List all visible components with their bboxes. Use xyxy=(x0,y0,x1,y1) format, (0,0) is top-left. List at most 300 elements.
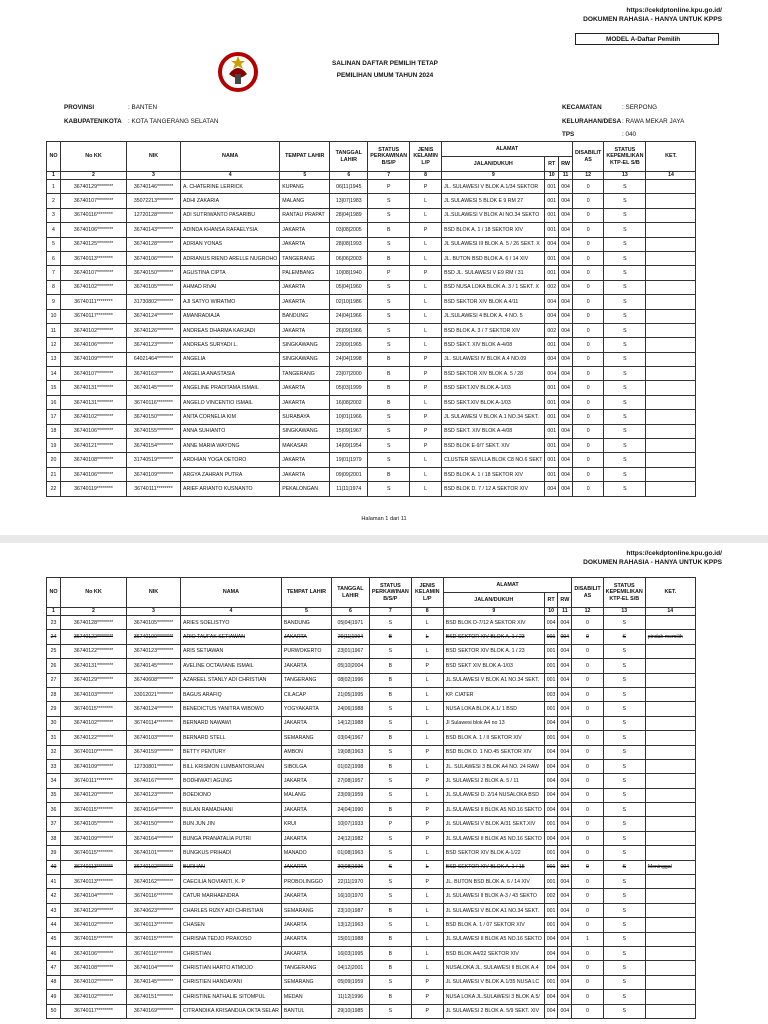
cell-no: 11 xyxy=(47,323,61,337)
cell-tempat: BANDUNG xyxy=(280,309,330,323)
cell-no: 47 xyxy=(47,961,61,975)
cell-jk: P xyxy=(410,424,442,438)
cell-jk: P xyxy=(411,975,443,989)
cell-rt: 001 xyxy=(544,975,558,989)
cell-jalan: BSD SEKT. XIV BLOK A-4/08 xyxy=(442,424,545,438)
cell-rt: 004 xyxy=(544,1004,558,1018)
cell-ket xyxy=(646,439,696,453)
cell-nik: 36740101******** xyxy=(127,846,181,860)
cell-nik: 35072213******** xyxy=(127,194,181,208)
cell-nama: ARIES SOELISTYO xyxy=(181,616,282,630)
cell-rt: 004 xyxy=(544,961,558,975)
cell-ktp: S xyxy=(603,918,645,932)
voter-row xyxy=(47,180,696,194)
cell-kk: 36740122******** xyxy=(61,731,127,745)
cell-rw: 004 xyxy=(559,338,573,352)
cell-rw: 004 xyxy=(559,180,573,194)
cell-kk: 36740129******** xyxy=(61,673,127,687)
cell-nama: CHRISTIAN xyxy=(181,946,282,960)
source-url[interactable]: https://cekdptonline.kpu.go.id/ xyxy=(626,550,722,557)
cell-nama: ADI SUTRIWANTO PASARIBU xyxy=(181,208,280,222)
column-number: 11 xyxy=(559,172,573,180)
cell-ket xyxy=(646,367,696,381)
col-header-ktp-el: STATUS KEPEMILIKAN KTP-EL S/B xyxy=(604,142,646,172)
cell-rw: 004 xyxy=(559,223,573,237)
cell-dis: 0 xyxy=(572,946,603,960)
cell-status: B xyxy=(368,381,410,395)
cell-tgl: 15|09|1967 xyxy=(330,424,368,438)
cell-jk: L xyxy=(410,208,442,222)
voter-row xyxy=(47,410,696,424)
cell-jalan: BSD SEKT. XIV BLOK A-4/08 xyxy=(442,338,545,352)
cell-dis: 0 xyxy=(572,803,603,817)
column-number: 3 xyxy=(127,608,181,616)
col-header-kk: No KK xyxy=(61,578,127,608)
cell-nik: 36740123******** xyxy=(127,644,181,658)
cell-status: B xyxy=(369,630,411,644)
cell-tempat: RANTAU PRAPAT xyxy=(280,208,330,222)
cell-ket xyxy=(645,731,695,745)
cell-rw: 004 xyxy=(558,803,572,817)
cell-nik: 36740169******** xyxy=(127,1004,181,1018)
cell-no: 25 xyxy=(47,644,61,658)
cell-tempat: SURABAYA xyxy=(280,410,330,424)
cell-no: 9 xyxy=(47,295,61,309)
cell-no: 22 xyxy=(47,482,61,496)
column-number: 8 xyxy=(410,172,442,180)
cell-nama: ANGELIA ANASTASIA xyxy=(181,367,280,381)
column-number: 14 xyxy=(646,172,696,180)
cell-nama: BERNARD NAWAWI xyxy=(181,716,282,730)
cell-jk: P xyxy=(410,367,442,381)
cell-ket xyxy=(645,990,695,1004)
kelurahan-label: KELURAHAN/DESA xyxy=(562,118,622,125)
cell-rt: 001 xyxy=(545,251,559,265)
cell-no: 44 xyxy=(47,918,61,932)
cell-nik: 36740167******** xyxy=(127,774,181,788)
column-number: 3 xyxy=(127,172,181,180)
cell-no: 26 xyxy=(47,659,61,673)
cell-tempat: JAKARTA xyxy=(280,395,330,409)
cell-jalan: BSD SEKTOR XIV BLOK A. 5 / 28 xyxy=(442,367,545,381)
cell-dis: 0 xyxy=(572,774,603,788)
tps-value: : 040 xyxy=(622,131,637,138)
cell-status: S xyxy=(369,788,411,802)
cell-dis: 0 xyxy=(572,482,603,496)
cell-jk: P xyxy=(410,266,442,280)
cell-nik: 36740102******** xyxy=(127,860,181,874)
cell-kk: 36740102******** xyxy=(61,410,127,424)
cell-rw: 004 xyxy=(558,616,572,630)
kabupaten-value: : KOTA TANGERANG SELATAN xyxy=(128,118,219,125)
voter-row xyxy=(47,208,696,222)
cell-no: 4 xyxy=(47,223,61,237)
cell-tempat: MEDAN xyxy=(281,990,331,1004)
cell-jalan: BSD SEKT.XIV BLOK A-1/03 xyxy=(442,381,545,395)
column-number-row xyxy=(47,608,696,616)
voter-row xyxy=(47,716,696,730)
cell-no: 46 xyxy=(47,946,61,960)
cell-no: 39 xyxy=(47,846,61,860)
cell-tempat: SEMARANG xyxy=(281,731,331,745)
cell-nama: ARGYA ZAHRAN PUTRA xyxy=(181,467,280,481)
cell-dis: 0 xyxy=(572,381,603,395)
cell-jk: P xyxy=(411,990,443,1004)
cell-tempat: JAKARTA xyxy=(281,803,331,817)
cell-rt: 001 xyxy=(544,630,558,644)
cell-nik: 12720128******** xyxy=(127,208,181,222)
cell-no: 42 xyxy=(47,889,61,903)
voter-row xyxy=(47,338,696,352)
cell-kk: 36740110******** xyxy=(61,745,127,759)
voter-row xyxy=(47,745,696,759)
cell-dis: 0 xyxy=(572,889,603,903)
cell-dis: 0 xyxy=(572,424,603,438)
cell-kk: 36740106******** xyxy=(61,946,127,960)
cell-ktp: S xyxy=(603,990,645,1004)
cell-tempat: JAKARTA xyxy=(281,860,331,874)
cell-nama: BUNGA PRANATALIA PUTRI xyxy=(181,831,282,845)
cell-ket xyxy=(645,788,695,802)
header-block xyxy=(583,549,722,567)
cell-tgl: 29|10|1985 xyxy=(331,1004,369,1018)
cell-jalan: BSD BLOK D. 7 / 12 A SEKTOR XIV xyxy=(442,482,545,496)
cell-rt: 004 xyxy=(544,759,558,773)
cell-ket xyxy=(646,482,696,496)
cell-no: 33 xyxy=(47,759,61,773)
cell-nik: 36740106******** xyxy=(127,251,181,265)
cell-jk: P xyxy=(411,745,443,759)
cell-no: 6 xyxy=(47,251,61,265)
cell-nik: 36740163******** xyxy=(127,367,181,381)
cell-tgl: 06|11|1945 xyxy=(330,180,368,194)
cell-jk: L xyxy=(411,889,443,903)
cell-rt: 004 xyxy=(544,774,558,788)
cell-rw: 004 xyxy=(559,237,573,251)
cell-tgl: 19|08|1963 xyxy=(331,745,369,759)
cell-nama: ANDREAS SURYADI L. xyxy=(181,338,280,352)
cell-ket xyxy=(645,687,695,701)
cell-dis: 0 xyxy=(572,1004,603,1018)
cell-rt: 004 xyxy=(544,788,558,802)
cell-tempat: JAKARTA xyxy=(281,889,331,903)
cell-kk: 36740105******** xyxy=(61,817,127,831)
cell-nama: BODHIWATI AGUNG xyxy=(181,774,282,788)
col-header-nama: NAMA xyxy=(181,142,280,172)
cell-jk: L xyxy=(411,788,443,802)
cell-jalan: NUSA LOKA JL.SULAWESI 3 BLOK A.5/ xyxy=(443,990,544,1004)
cell-ket xyxy=(645,918,695,932)
cell-jk: L xyxy=(410,194,442,208)
cell-nama: ANNE MARIA WAYONG xyxy=(181,439,280,453)
document-title: SALINAN DAFTAR PEMILIH TETAP xyxy=(332,60,438,67)
cell-dis: 0 xyxy=(572,903,603,917)
cell-nik: 36740154******** xyxy=(127,439,181,453)
cell-jalan: BSD SEKTOR XIV BLOK A.4/11 xyxy=(442,295,545,309)
cell-tgl: 24|04|1998 xyxy=(330,352,368,366)
cell-ket xyxy=(645,745,695,759)
cell-ktp: S xyxy=(603,788,645,802)
model-box: MODEL A-Daftar Pemilih xyxy=(575,33,719,45)
cell-status: S xyxy=(369,860,411,874)
cell-ktp: S xyxy=(603,875,645,889)
cell-kk: 36740102******** xyxy=(61,975,127,989)
col-header-rw: RW xyxy=(559,157,573,172)
voter-row xyxy=(47,295,696,309)
col-header-status-perkawinan: STATUS PERKAWINAN B/S/P xyxy=(369,578,411,608)
cell-status: S xyxy=(369,831,411,845)
cell-jalan: BSD BLOK A. 3 / 7 SEKTOR XIV xyxy=(442,323,545,337)
cell-kk: 36740131******** xyxy=(61,381,127,395)
cell-rt: 004 xyxy=(545,482,559,496)
voter-row xyxy=(47,731,696,745)
cell-ktp: S xyxy=(604,352,646,366)
cell-ket xyxy=(646,180,696,194)
cell-status: S xyxy=(369,745,411,759)
voter-row xyxy=(47,817,696,831)
col-header-alamat: ALAMAT xyxy=(443,578,572,593)
cell-rt: 003 xyxy=(544,687,558,701)
cell-nik: 36740105******** xyxy=(127,280,181,294)
cell-jalan: CLUSTER SEVILLA BLOK C8 NO.6 SEKT xyxy=(442,453,545,467)
cell-nama: BURHAN xyxy=(181,860,282,874)
cell-no: 28 xyxy=(47,687,61,701)
cell-rt: 001 xyxy=(544,673,558,687)
cell-status: B xyxy=(369,673,411,687)
cell-rt: 001 xyxy=(545,180,559,194)
cell-ket xyxy=(645,903,695,917)
cell-ket xyxy=(645,932,695,946)
cell-ktp: S xyxy=(604,280,646,294)
cell-dis: 0 xyxy=(572,194,603,208)
voter-row xyxy=(47,788,696,802)
cell-jalan: BSD BLOK A4/22 SEKTOR XIV xyxy=(443,946,544,960)
kpu-logo-icon xyxy=(213,48,263,94)
cell-tgl: 22|11|1970 xyxy=(331,875,369,889)
cell-no: 29 xyxy=(47,702,61,716)
cell-jk: L xyxy=(410,482,442,496)
cell-tgl: 04|12|2001 xyxy=(331,961,369,975)
cell-kk: 36740113******** xyxy=(61,251,127,265)
cell-jalan: JL.SULAWESI 4 BLOK A. 4 NO. 5 xyxy=(442,309,545,323)
col-header-ktp-el: STATUS KEPEMILIKAN KTP-EL S/B xyxy=(603,578,645,608)
cell-no: 41 xyxy=(47,875,61,889)
column-number: 6 xyxy=(330,172,368,180)
cell-tempat: MALANG xyxy=(281,788,331,802)
cell-ktp: S xyxy=(604,338,646,352)
cell-ket xyxy=(646,237,696,251)
cell-jk: P xyxy=(411,774,443,788)
cell-status: B xyxy=(368,223,410,237)
cell-rt: 001 xyxy=(545,223,559,237)
cell-nik: 36740116******** xyxy=(127,946,181,960)
cell-dis: 0 xyxy=(572,673,603,687)
voter-row xyxy=(47,223,696,237)
cell-kk: 36740111******** xyxy=(61,774,127,788)
cell-tempat: MAKASAR xyxy=(280,439,330,453)
confidential-label: DOKUMEN RAHASIA - HANYA UNTUK KPPS xyxy=(583,559,722,566)
cell-ket xyxy=(646,338,696,352)
cell-jalan: BSD SEKTOR XIV BLOK A. 1 / 23 xyxy=(443,630,544,644)
cell-jk: L xyxy=(411,860,443,874)
cell-tgl: 16|03|1995 xyxy=(331,946,369,960)
cell-no: 3 xyxy=(47,208,61,222)
cell-status: S xyxy=(368,410,410,424)
cell-jalan: BSD JL. SULAWESI V E9 RM / 31 xyxy=(442,266,545,280)
cell-nama: ADINDA KHANSA RAFAELYSIA xyxy=(181,223,280,237)
cell-jalan: JL SULAWESI V BLOK A/31 SEKT.XIV xyxy=(443,817,544,831)
cell-no: 48 xyxy=(47,975,61,989)
voter-row xyxy=(47,659,696,673)
cell-ktp: S xyxy=(603,644,645,658)
cell-dis: 0 xyxy=(572,367,603,381)
cell-no: 21 xyxy=(47,467,61,481)
cell-ktp: S xyxy=(603,803,645,817)
cell-status: S xyxy=(368,453,410,467)
cell-tempat: MANADO xyxy=(281,846,331,860)
cell-tgl: 13|07|1983 xyxy=(330,194,368,208)
column-number: 13 xyxy=(604,172,646,180)
cell-kk: 36740122******** xyxy=(61,644,127,658)
cell-tgl: 13|12|1963 xyxy=(331,918,369,932)
cell-jalan: JL. SULAWESI 3 BLOK A4 NO. 24 RAW xyxy=(443,759,544,773)
cell-tempat: KRUI xyxy=(281,817,331,831)
cell-nama: A. CHATERINE LERRICK xyxy=(181,180,280,194)
cell-rt: 001 xyxy=(544,903,558,917)
col-header-nik: NIK xyxy=(127,578,181,608)
cell-rw: 004 xyxy=(558,1004,572,1018)
cell-nama: CAECILIA NOVIANTI. K. P xyxy=(181,875,282,889)
cell-jk: L xyxy=(410,323,442,337)
cell-jk: L xyxy=(411,616,443,630)
source-url[interactable]: https://cekdptonline.kpu.go.id/ xyxy=(626,7,722,14)
page-separator xyxy=(0,535,768,543)
cell-rt: 001 xyxy=(544,918,558,932)
cell-ktp: S xyxy=(603,846,645,860)
cell-jk: P xyxy=(410,439,442,453)
cell-status: B xyxy=(368,251,410,265)
cell-rt: 004 xyxy=(544,831,558,845)
cell-ket xyxy=(646,381,696,395)
col-header-jalan: JALAN/DUKUH xyxy=(443,593,544,608)
cell-tempat: TANGERANG xyxy=(280,367,330,381)
cell-kk: 36740106******** xyxy=(61,223,127,237)
cell-kk: 36740109******** xyxy=(61,759,127,773)
cell-dis: 0 xyxy=(572,731,603,745)
cell-tgl: 23|01|1967 xyxy=(331,644,369,658)
cell-tgl: 15|01|1988 xyxy=(331,932,369,946)
column-number: 9 xyxy=(442,172,545,180)
cell-rt: 001 xyxy=(545,194,559,208)
cell-dis: 0 xyxy=(572,659,603,673)
cell-jk: P xyxy=(411,875,443,889)
cell-nama: ARDHIAN YOGA OETORO xyxy=(181,453,280,467)
cell-jk: L xyxy=(411,673,443,687)
voter-row xyxy=(47,644,696,658)
cell-tempat: SINGKAWANG xyxy=(280,352,330,366)
cell-jalan: JL.SULAWESI V BLOK A1 NO.34 SEKT. xyxy=(443,673,544,687)
cell-nama: ARIS SETIAWAN xyxy=(181,644,282,658)
cell-tgl: 03|08|2005 xyxy=(330,223,368,237)
cell-nik: 36740124******** xyxy=(127,309,181,323)
cell-tempat: JAKARTA xyxy=(281,659,331,673)
cell-rt: 001 xyxy=(544,731,558,745)
cell-nik: 64021464******** xyxy=(127,352,181,366)
cell-jk: L xyxy=(411,702,443,716)
cell-kk: 36740129******** xyxy=(61,903,127,917)
cell-rw: 004 xyxy=(559,439,573,453)
cell-dis: 0 xyxy=(572,616,603,630)
cell-tempat: PALEMBANG xyxy=(280,266,330,280)
cell-rw: 004 xyxy=(558,702,572,716)
cell-kk: 36740116******** xyxy=(61,208,127,222)
cell-rw: 004 xyxy=(558,889,572,903)
cell-rw: 004 xyxy=(559,251,573,265)
cell-no: 10 xyxy=(47,309,61,323)
cell-tempat: BANDUNG xyxy=(281,616,331,630)
header-row xyxy=(47,142,696,157)
cell-dis: 0 xyxy=(572,338,603,352)
cell-kk: 36740102******** xyxy=(61,716,127,730)
cell-kk: 36740115******** xyxy=(61,803,127,817)
cell-jalan: JL SULAWESI II BLOK A-3 / 43 SEKTO xyxy=(443,889,544,903)
col-header-tempat-lahir: TEMPAT LAHIR xyxy=(281,578,331,608)
cell-kk: 36740102******** xyxy=(61,323,127,337)
column-number: 2 xyxy=(61,172,127,180)
cell-tgl: 05|10|2004 xyxy=(331,659,369,673)
cell-nik: 36740113******** xyxy=(127,918,181,932)
voter-table-page-2 xyxy=(46,577,696,1019)
cell-nik: 36740123******** xyxy=(127,788,181,802)
cell-jalan: JL SULAWESI 2 BLOK A. 5 / 11 xyxy=(443,774,544,788)
cell-dis: 0 xyxy=(572,323,603,337)
col-header-rt: RT xyxy=(545,157,559,172)
cell-tgl: 01|02|1998 xyxy=(331,759,369,773)
cell-rw: 004 xyxy=(559,295,573,309)
cell-nama: CITRANDIKA KRISANDUA OKTA SELAR xyxy=(181,1004,282,1018)
voter-row xyxy=(47,630,696,644)
cell-dis: 0 xyxy=(572,467,603,481)
cell-tgl: 05|04|1960 xyxy=(330,280,368,294)
cell-ket xyxy=(645,716,695,730)
cell-nik: 36740150******** xyxy=(127,410,181,424)
cell-tempat: JAKARTA xyxy=(280,280,330,294)
cell-ket xyxy=(645,774,695,788)
cell-rw: 004 xyxy=(559,208,573,222)
cell-no: 17 xyxy=(47,410,61,424)
cell-tempat: KUPANG xyxy=(280,180,330,194)
cell-rw: 004 xyxy=(558,860,572,874)
cell-nik: 36740608******** xyxy=(127,673,181,687)
cell-nama: ANGELO VINCENTIO ISMAIL xyxy=(181,395,280,409)
cell-ktp: S xyxy=(604,194,646,208)
cell-ket xyxy=(645,975,695,989)
cell-status: S xyxy=(369,774,411,788)
tps-label: TPS xyxy=(562,131,575,138)
cell-tempat: JAKARTA xyxy=(280,467,330,481)
cell-status: B xyxy=(369,903,411,917)
cell-tgl: 05|09|1959 xyxy=(331,975,369,989)
cell-dis: 0 xyxy=(572,817,603,831)
cell-nama: ADRIAN YONAS xyxy=(181,237,280,251)
cell-status: S xyxy=(369,975,411,989)
cell-tempat: JAKARTA xyxy=(281,716,331,730)
cell-ktp: S xyxy=(603,774,645,788)
col-header-nama: NAMA xyxy=(181,578,282,608)
voter-table-page-1 xyxy=(46,141,696,497)
cell-rw: 004 xyxy=(559,367,573,381)
cell-tempat: JAKARTA xyxy=(280,381,330,395)
